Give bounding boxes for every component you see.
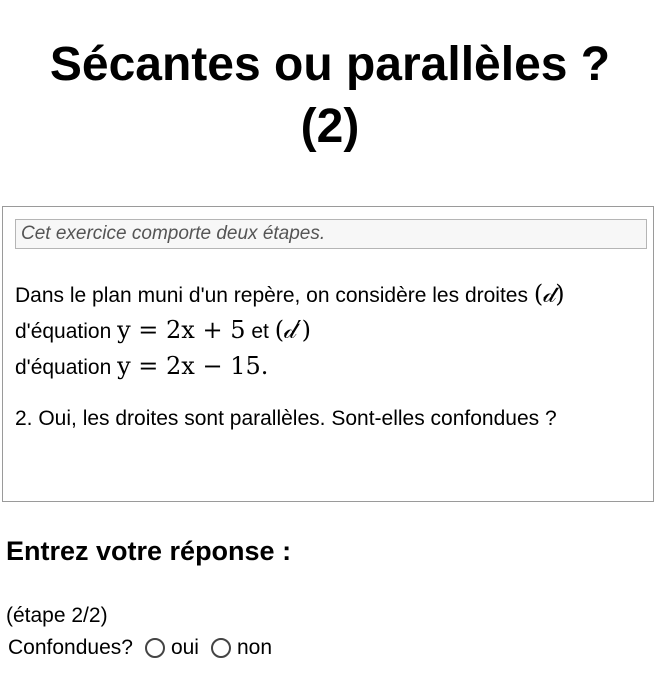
statement-part2: d'équation — [15, 320, 112, 343]
line-d-name: (𝒹) — [533, 280, 565, 308]
option-oui-label[interactable]: oui — [170, 636, 199, 659]
radio-non[interactable] — [211, 638, 231, 658]
page-title-line2: (2) — [300, 100, 360, 153]
exercise-statement — [15, 277, 645, 385]
answer-label: Confondues? — [8, 636, 133, 659]
statement-part3: et — [251, 320, 269, 343]
intro-note: Cet exercice comporte deux étapes. — [15, 219, 647, 249]
page-title-line1: Sécantes ou parallèles ? — [49, 38, 611, 91]
equation-d-prime: y = 2x − 15. — [117, 352, 269, 380]
answer-heading: Entrez votre réponse : — [6, 536, 292, 566]
line-d-prime-name: (𝒹′) — [274, 316, 311, 344]
page-title — [0, 0, 660, 158]
answer-row — [8, 636, 272, 660]
statement-part4: d'équation — [15, 356, 112, 379]
equation-d: y = 2x + 5 — [117, 316, 246, 344]
radio-oui[interactable] — [145, 638, 165, 658]
step-indicator: (étape 2/2) — [6, 604, 108, 627]
statement-part1: Dans le plan muni d'un repère, on considère les droites — [15, 284, 528, 307]
exercise-box — [2, 206, 654, 502]
question-text: 2. Oui, les droites sont parallèles. Sont-elles confondues ? — [15, 407, 557, 430]
option-non-label[interactable]: non — [236, 636, 273, 659]
